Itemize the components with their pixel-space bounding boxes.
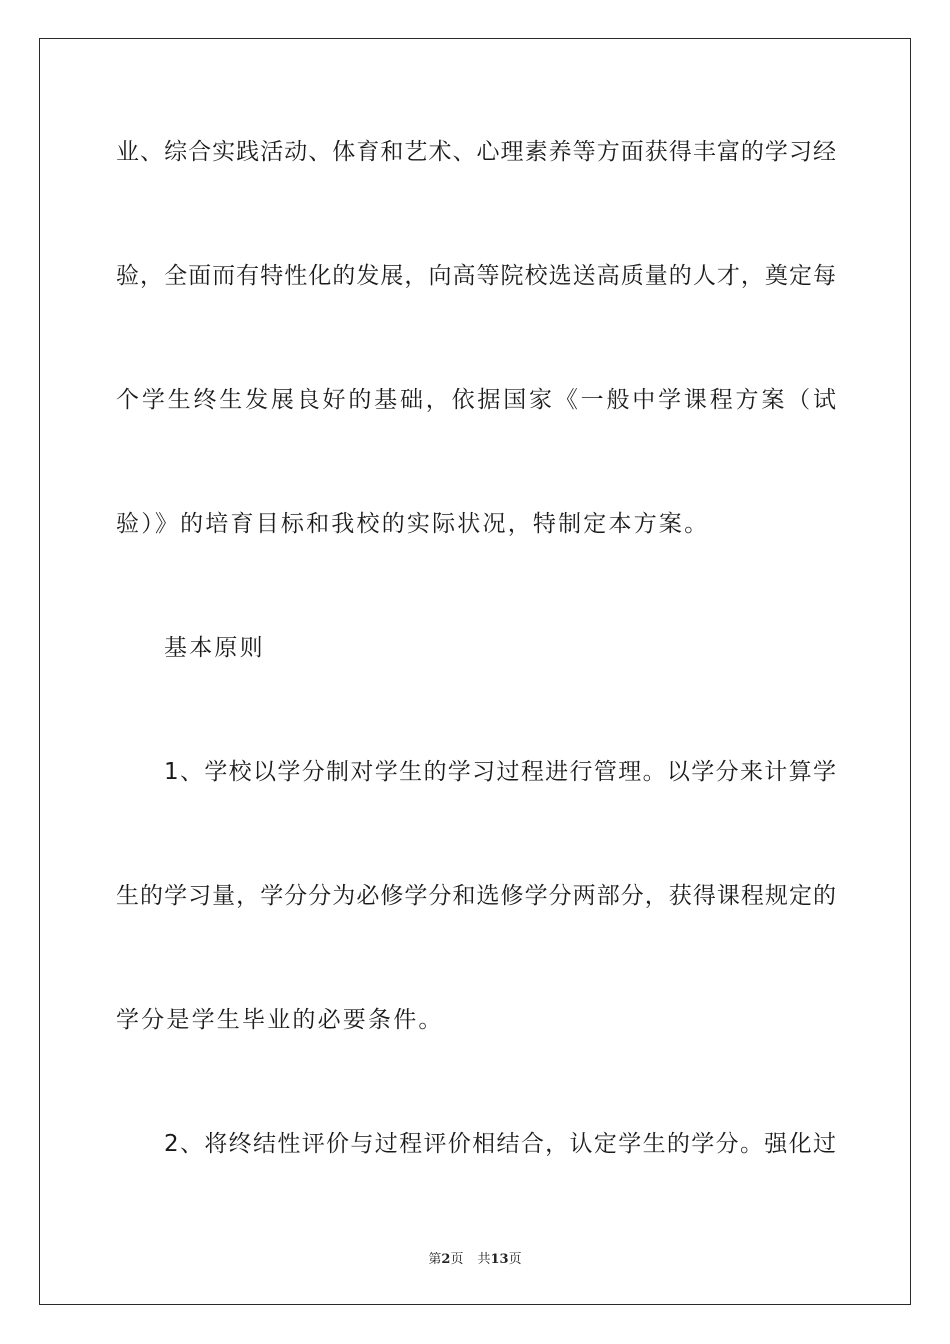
footer-total-suffix: 页 bbox=[508, 1252, 522, 1267]
footer-page-number: 2 bbox=[441, 1252, 451, 1267]
paragraph-line: 生的学习量，学分分为必修学分和选修学分两部分，获得课程规定的 bbox=[116, 883, 836, 909]
footer-total-prefix: 共 bbox=[477, 1252, 491, 1267]
paragraph-line: 验）》的培育目标和我校的实际状况，特制定本方案。 bbox=[116, 511, 710, 537]
paragraph-line: 1、学校以学分制对学生的学习过程进行管理。以学分来计算学 bbox=[164, 759, 836, 785]
section-heading: 基本原则 bbox=[164, 635, 265, 661]
paragraph-line: 业、综合实践活动、体育和艺术、心理素养等方面获得丰富的学习经 bbox=[116, 139, 836, 165]
footer-page-prefix: 第 bbox=[428, 1252, 442, 1267]
paragraph-line: 个学生终生发展良好的基础，依据国家《一般中学课程方案（试 bbox=[116, 387, 836, 413]
paragraph-line: 2、将终结性评价与过程评价相结合，认定学生的学分。强化过 bbox=[164, 1131, 836, 1157]
page-border bbox=[39, 38, 911, 1305]
footer-total-pages: 13 bbox=[490, 1252, 509, 1267]
page-footer bbox=[0, 1248, 950, 1267]
paragraph-line: 验，全面而有特性化的发展，向高等院校选送高质量的人才，奠定每 bbox=[116, 263, 836, 289]
footer-page-suffix: 页 bbox=[450, 1252, 464, 1267]
paragraph-line: 学分是学生毕业的必要条件。 bbox=[116, 1007, 444, 1033]
